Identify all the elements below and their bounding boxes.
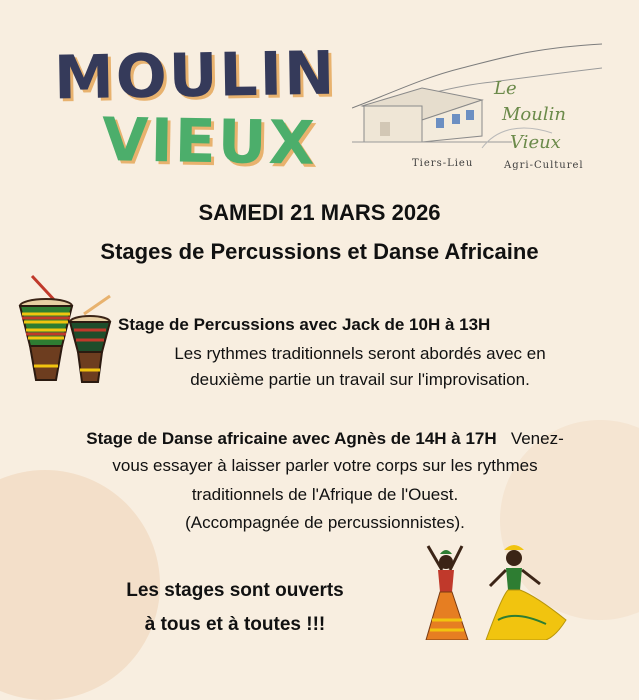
logo-tagline-left: Tiers-Lieu: [412, 158, 474, 169]
dance-line-2: traditionnels de l'Afrique de l'Ouest.: [191, 485, 459, 504]
logo-landscape-illustration: [352, 38, 602, 168]
logo-script-moulin: Moulin: [502, 104, 566, 125]
event-subtitle: Stages de Percussions et Danse Africaine: [100, 239, 539, 264]
logo-tagline-right: Agri-Culturel: [504, 160, 584, 171]
dance-heading: Stage de Danse africaine avec Agnès de 14H à 17H: [86, 429, 497, 448]
footer-line-1: Les stages sont ouverts: [126, 580, 344, 601]
dancers-illustration: [406, 540, 576, 640]
logo: [352, 38, 602, 188]
djembe-drums-illustration: [14, 270, 116, 388]
logo-script-vieux: Vieux: [510, 132, 561, 153]
percussion-line-2: deuxième partie un travail sur l'improvisation.: [190, 370, 530, 389]
footer-message: [90, 574, 380, 642]
percussion-line-1: Les rythmes traditionnels seront abordés avec en: [174, 344, 546, 363]
logo-script-le: Le: [494, 78, 517, 99]
footer-line-2: à tous et à toutes !!!: [144, 614, 326, 635]
title-vieux: VIEUX: [101, 105, 318, 179]
event-date: SAMEDI 21 MARS 2026: [198, 200, 441, 225]
dance-line-1: vous essayer à laisser parler votre corps sur les rythmes: [112, 456, 538, 475]
percussion-heading: Stage de Percussions avec Jack de 10H à 13H: [118, 315, 491, 334]
dance-heading-continuation: Venez-: [510, 429, 564, 448]
title-moulin: MOULIN: [53, 38, 337, 114]
dance-heading-row: [20, 426, 630, 452]
dance-line-3: (Accompagnée de percussionnistes).: [185, 513, 465, 532]
